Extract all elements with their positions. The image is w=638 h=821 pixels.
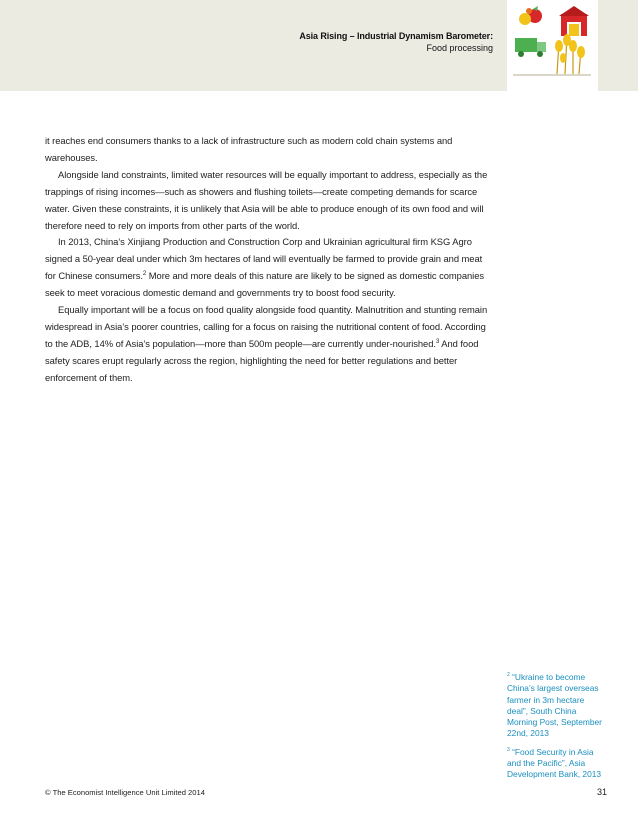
running-header <box>299 30 493 54</box>
sidenote <box>507 747 607 781</box>
paragraph-text: In 2013, China’s Xinjiang Production and Construction Corp and Ukrainian agricultural firm KSG Agro signed a 50-year deal under which 3m hectares of land will eventually be farmed to provide grain and meat for Chinese consumers. <box>45 236 483 282</box>
sidenotes <box>507 672 607 788</box>
paragraph: Alongside land constraints, limited water resources will be equally important to address, especially as the trappings of rising incomes—such as showers and flushing toilets—create competing demands for scarce water. Given these constraints, it is unlikely that Asia will be able to produce enough of its own food and will therefore need to rely on imports from other parts of the world. <box>45 168 488 231</box>
food-processing-icon <box>507 0 598 91</box>
sidenote-mark: 2 <box>507 672 510 679</box>
sidenote-text: “Food Security in Asia and the Pacific”, Asia Development Bank, 2013 <box>507 746 602 780</box>
report-subtitle: Food processing <box>426 43 493 53</box>
paragraph <box>45 302 493 387</box>
paragraph: it reaches end consumers thanks to a lack of infrastructure such as modern cold chain systems and warehouses. <box>45 135 453 163</box>
sidenote-mark: 3 <box>507 746 510 753</box>
sidenote <box>507 672 607 740</box>
sidenote-text: “Ukraine to become China’s largest overseas farmer in 3m hectare deal”, South China Morning Post, September 22nd, 2013 <box>507 672 602 739</box>
article-body <box>45 133 493 387</box>
paragraph-text: And food safety scares erupt regularly across the region, highlighting the need for better regulations and better enforcement of them. <box>45 337 479 383</box>
report-title: Asia Rising – Industrial Dynamism Barometer: <box>299 31 493 41</box>
food-processing-illustration <box>507 0 598 91</box>
footnote-mark: 2 <box>142 271 147 278</box>
paragraph-text: Equally important will be a focus on food quality alongside food quantity. Malnutrition and stunting remain widespread in Asia’s poorer countries, calling for a focus on raising the nutritional content of food. According to the ADB, 14% of Asia’s population—more than 500m people—are currently under-nourished. <box>45 304 488 349</box>
footnote-mark: 3 <box>435 338 440 345</box>
page-number: 31 <box>596 787 607 797</box>
paragraph-text: More and more deals of this nature are likely to be signed as domestic companies seek to meet voracious domestic demand and governments try to boost food security. <box>45 270 485 299</box>
paragraph <box>45 234 493 302</box>
copyright-notice: © The Economist Intelligence Unit Limited 2014 <box>45 788 205 797</box>
